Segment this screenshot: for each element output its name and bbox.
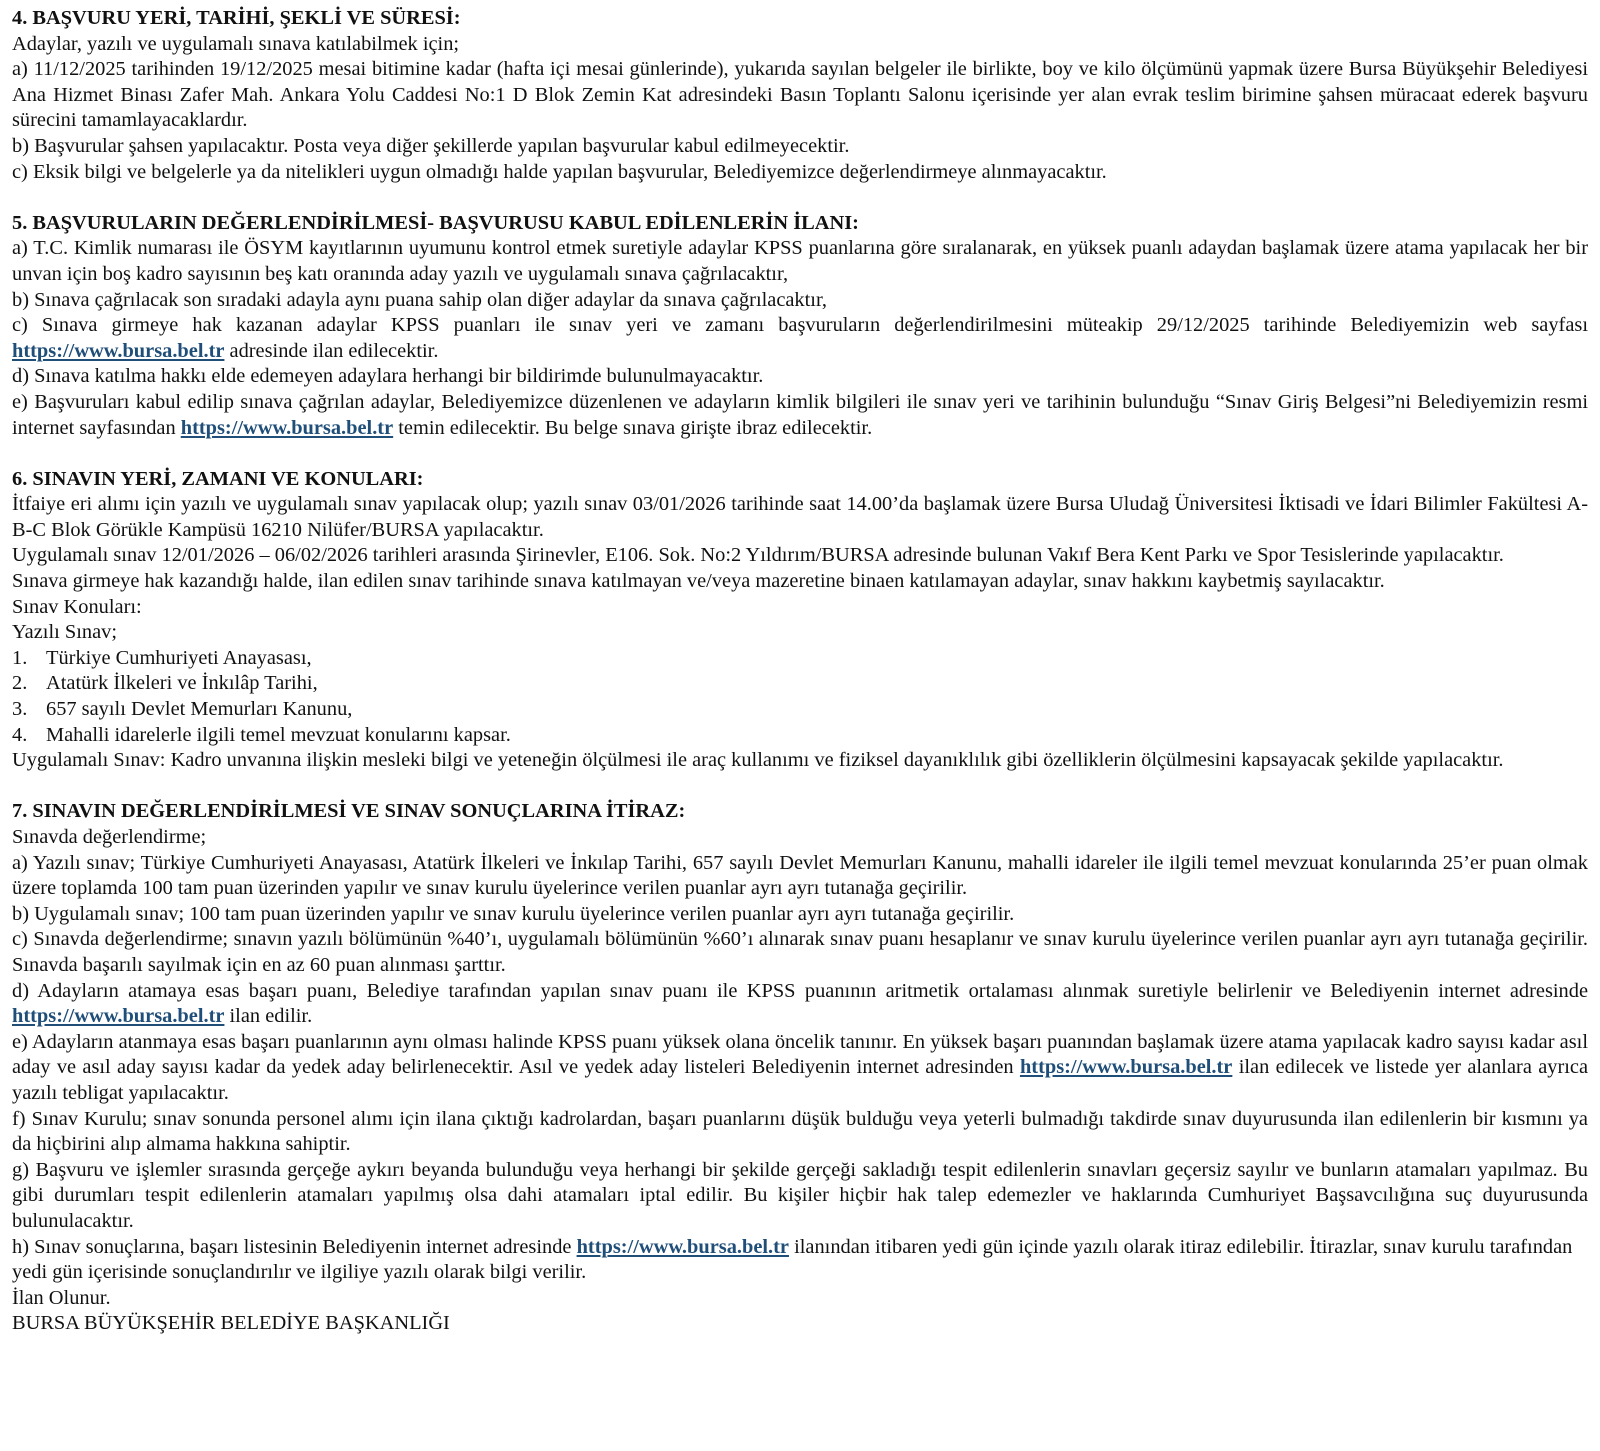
practical-exam-description: Uygulamalı Sınav: Kadro unvanına ilişkin mesleki bilgi ve yeteneğin ölçülmesi ile araç kullanımı ve fiziksel dayanıklılık gibi özelliklerin ölçülmesini kapsayacak şekilde yapılacaktır. xyxy=(12,749,1504,772)
section-5-item-e-text: e) Başvuruları kabul edilip sınava çağrılan adaylar, Belediyemizce düzenlenen ve adayların kimlik bilgileri ile sınav yeri ve tarihinin bulunduğu “Sınav Giriş Belgesi”ni Belediyemizin resmi internet sayfasından xyxy=(12,390,1588,439)
section-5-heading: 5. BAŞVURULARIN DEĞERLENDİRİLMESİ- BAŞVURUSU KABUL EDİLENLERİN İLANI: xyxy=(12,211,859,234)
closing-line: İlan Olunur. xyxy=(12,1286,111,1309)
section-7-item-d xyxy=(12,979,1588,1030)
section-7-heading: 7. SINAVIN DEĞERLENDİRİLMESİ VE SINAV SONUÇLARINA İTİRAZ: xyxy=(12,800,686,823)
section-5-item-c-text-end: adresinde ilan edilecektir. xyxy=(224,339,439,362)
exam-topic-item: 1. Türkiye Cumhuriyeti Anayasası, xyxy=(12,646,312,669)
section-7-item-e-link[interactable]: https://www.bursa.bel.tr xyxy=(1019,1056,1233,1079)
exam-topic-item: 4. Mahalli idarelerle ilgili temel mevzuat konularını kapsar. xyxy=(12,723,511,746)
section-5-item-c-text: c) Sınava girmeye hak kazanan adaylar KPSS puanları ile sınav yeri ve zamanı başvuruların değerlendirilmesini müteakip 29/12/2025 tarihinde Belediyemizin web sayfası xyxy=(12,314,1588,337)
exam-topic-item: 2. Atatürk İlkeleri ve İnkılâp Tarihi, xyxy=(12,672,318,695)
section-7-item-h-link[interactable]: https://www.bursa.bel.tr xyxy=(576,1235,789,1258)
section-7-item-e xyxy=(12,1030,1588,1107)
section-6-paragraph-1: İtfaiye eri alımı için yazılı ve uygulamalı sınav yapılacak olup; yazılı sınav 03/01/2026 tarihinde saat 14.00’da başlamak üzere Bursa Uludağ Üniversitesi İktisadi ve İdari Bilimler Fakültesi A-B-C Blok Görükle Kampüsü 16210 Nilüfer/BURSA yapılacaktır. xyxy=(12,493,1588,541)
section-5-item-c xyxy=(12,313,1588,364)
section-7-item-e-text: e) Adayların atanmaya esas başarı puanlarının aynı olması halinde KPSS puanı yüksek olana öncelik tanınır. En yüksek başarı puanından başlamak üzere atama yapılacak kadro sayısı kadar asıl aday ve asıl aday sayısı kadar da yedek aday belirlenecektir. Asıl ve yedek aday listeleri Belediyenin internet adresinden xyxy=(12,1030,1588,1079)
section-7-item-h-continuation: yedi gün içerisinde sonuçlandırılır ve ilgiliye yazılı olarak bilgi verilir. xyxy=(12,1261,587,1284)
section-7-item-c: c) Sınavda değerlendirme; sınavın yazılı bölümünün %40’ı, uygulamalı bölümünün %60’ı alınarak sınav puanı hesaplanır ve sınav kurulu üyelerince verilen puanlar ayrı ayrı tutanağa geçirilir. Sınavda başarılı sayılmak için en az 60 puan alınması şarttır. xyxy=(12,928,1588,976)
section-7-item-f: f) Sınav Kurulu; sınav sonunda personel alımı için ilana çıktığı kadrolardan, başarı puanlarını düşük bulduğu veya yeterli bulmadığı takdirde sınav duyurusunda ilan edilenlerin bir kısmını ya da hiçbirini alıp almama hakkına sahiptir. xyxy=(12,1107,1588,1156)
section-7-intro: Sınavda değerlendirme; xyxy=(12,826,207,848)
exam-topics-label: Sınav Konuları: xyxy=(12,595,142,618)
section-6-heading: 6. SINAVIN YERİ, ZAMANI VE KONULARI: xyxy=(12,467,424,490)
section-5-item-e-text-end: temin edilecektir. Bu belge sınava girişte ibraz edilecektir. xyxy=(393,416,873,439)
section-7-item-a: a) Yazılı sınav; Türkiye Cumhuriyeti Anayasası, Atatürk İlkeleri ve İnkılap Tarihi, 657 sayılı Devlet Memurları Kanunu, mahalli idareler ile ilgili temel mevzuat konularında 25’er puan olmak üzere toplamda 100 tam puan üzerinden yapılır ve sınav kurulu üyelerince verilen puanlar ayrı ayrı tutanağa geçirilir. xyxy=(12,851,1588,900)
section-7-item-h-text: h) Sınav sonuçlarına, başarı listesinin Belediyenin internet adresinde xyxy=(12,1235,577,1258)
section-4-intro: Adaylar, yazılı ve uygulamalı sınava katılabilmek için; xyxy=(12,32,460,55)
section-7-item-e-text-end: ilan edilecek ve listede yer alanlara ayrıca yazılı tebligat yapılacaktır. xyxy=(12,1056,1588,1104)
section-7-item-g: g) Başvuru ve işlemler sırasında gerçeğe aykırı beyanda bulunduğu veya herhangi bir şekilde gerçeği sakladığı tespit edilenlerin sınavları geçersiz sayılır ve bunların atamaları yapılmaz. Bu gibi durumları tespit edilenlerin atamaları yapılmış olsa dahi atamaları iptal edilir. Bu kişiler hiçbir hak talep edemezler ve haklarında Cumhuriyet Başsavcılığına suç duyurusunda bulunulacaktır. xyxy=(12,1158,1588,1232)
exam-topic-list xyxy=(12,646,1588,748)
section-7-item-d-text: d) Adayların atamaya esas başarı puanı, Belediye tarafından yapılan sınav puanı ile KPSS puanının aritmetik ortalaması alınmak suretiyle belirlenir ve Belediyenin internet adresinde xyxy=(12,979,1588,1002)
section-6-paragraph-3: Sınava girmeye hak kazandığı halde, ilan edilen sınav tarihinde sınava katılmayan ve/veya mazeretine binaen katılamayan adaylar, sınav hakkını kaybetmiş sayılacaktır. xyxy=(12,570,1385,593)
section-5-item-b: b) Sınava çağrılacak son sıradaki adayla aynı puana sahip olan diğer adaylar da sınava çağrılacaktır, xyxy=(12,288,828,311)
section-7-item-h xyxy=(12,1235,1588,1261)
section-5-item-e xyxy=(12,390,1588,441)
section-7-item-b: b) Uygulamalı sınav; 100 tam puan üzerinden yapılır ve sınav kurulu üyelerince verilen puanlar ayrı ayrı tutanağa geçirilir. xyxy=(12,902,1015,925)
section-5-item-a: a) T.C. Kimlik numarası ile ÖSYM kayıtlarının uyumunu kontrol etmek suretiyle adaylar KPSS puanlarına göre sıralanarak, en yüksek puanlı adaydan başlamak üzere atama yapılacak her bir unvan için boş kadro sayısının beş katı oranında aday yazılı ve uygulamalı sınava çağrılacaktır, xyxy=(12,237,1588,285)
written-exam-label: Yazılı Sınav; xyxy=(12,621,117,644)
section-4-item-b: b) Başvurular şahsen yapılacaktır. Posta veya diğer şekillerde yapılan başvurular kabul edilmeyecektir. xyxy=(12,134,850,157)
section-6-paragraph-2: Uygulamalı sınav 12/01/2026 – 06/02/2026 tarihleri arasında Şirinevler, E106. Sok. No:2 Yıldırım/BURSA adresinde bulunan Vakıf Bera Kent Parkı ve Spor Tesislerinde yapılacaktır. xyxy=(12,544,1504,567)
issuer-signature-line: BURSA BÜYÜKŞEHİR BELEDİYE BAŞKANLIĞI xyxy=(12,1312,450,1335)
section-5-item-d: d) Sınava katılma hakkı elde edemeyen adaylara herhangi bir bildirimde bulunulmayacaktır. xyxy=(12,365,764,388)
section-7-item-h-text-end: ilanından itibaren yedi gün içinde yazılı olarak itiraz edilebilir. İtirazlar, sınav kurulu tarafından xyxy=(788,1235,1573,1258)
section-4-heading: 4. BAŞVURU YERİ, TARİHİ, ŞEKLİ VE SÜRESİ: xyxy=(12,7,461,29)
section-5-item-c-link[interactable]: https://www.bursa.bel.tr xyxy=(12,339,225,362)
section-4-item-a: a) 11/12/2025 tarihinden 19/12/2025 mesai bitimine kadar (hafta içi mesai günlerinde), yukarıda sayılan belgeler ile birlikte, boy ve kilo ölçümünü yapmak üzere Bursa Büyükşehir Belediyesi Ana Hizmet Binası Zafer Mah. Ankara Yolu Caddesi No:1 D Blok Zemin Kat adresindeki Basın Toplantı Salonu içerisinde yer alan evrak teslim birimine şahsen müracaat ederek başvuru sürecini tamamlayacaklardır. xyxy=(12,58,1588,132)
section-5-item-e-link[interactable]: https://www.bursa.bel.tr xyxy=(180,416,394,439)
exam-topic-item: 3. 657 sayılı Devlet Memurları Kanunu, xyxy=(12,698,353,721)
section-4-item-c: c) Eksik bilgi ve belgelerle ya da nitelikleri uygun olmadığı halde yapılan başvurular, Belediyemizce değerlendirmeye alınmayacaktır. xyxy=(12,160,1107,183)
section-7-item-d-link[interactable]: https://www.bursa.bel.tr xyxy=(12,1005,225,1028)
section-7-item-d-text-end: ilan edilir. xyxy=(224,1005,313,1028)
